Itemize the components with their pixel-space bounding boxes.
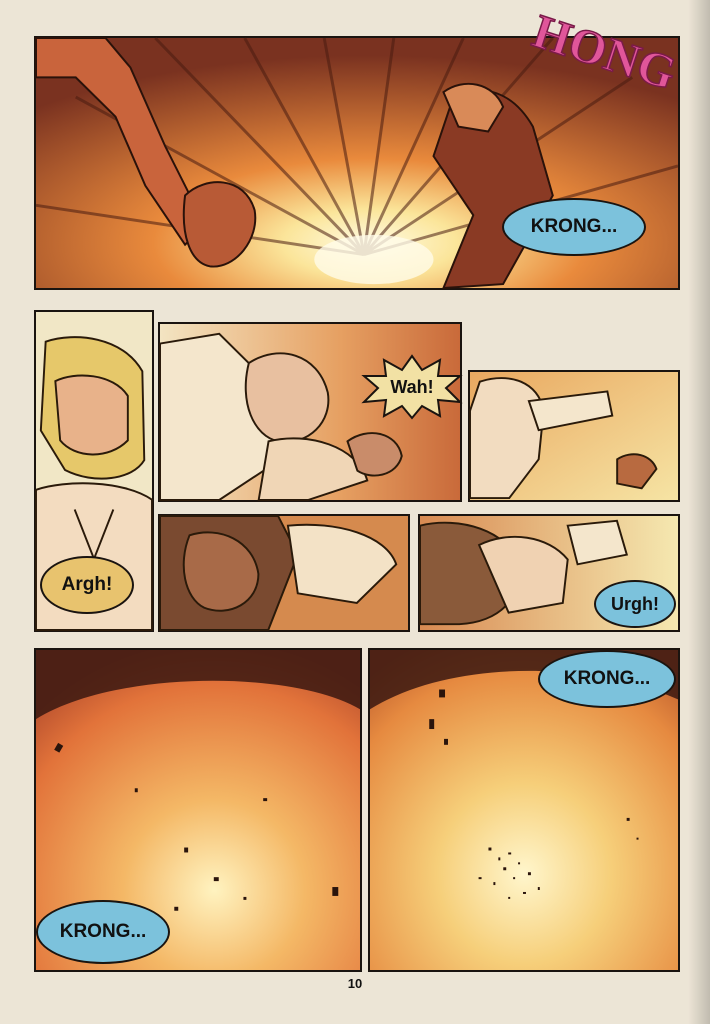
bubble-urgh: Urgh! bbox=[594, 580, 676, 628]
grimace-art bbox=[160, 516, 408, 630]
sfx-hong bbox=[512, 4, 683, 134]
bubble-wah bbox=[362, 354, 462, 420]
panel-kick bbox=[468, 370, 680, 502]
panel-grimace bbox=[158, 514, 410, 632]
binding-shadow bbox=[688, 0, 710, 1024]
kick-art bbox=[470, 372, 678, 500]
page-number: 10 bbox=[347, 976, 363, 991]
bubble-krong-mid: KRONG... bbox=[538, 650, 676, 708]
bubble-argh: Argh! bbox=[40, 556, 134, 614]
bubble-krong-top: KRONG... bbox=[502, 198, 646, 256]
bubble-krong-bottom: KRONG... bbox=[36, 900, 170, 964]
bubble-wah-text: Wah! bbox=[390, 376, 434, 397]
sfx-hong-text: HONG bbox=[526, 4, 683, 101]
